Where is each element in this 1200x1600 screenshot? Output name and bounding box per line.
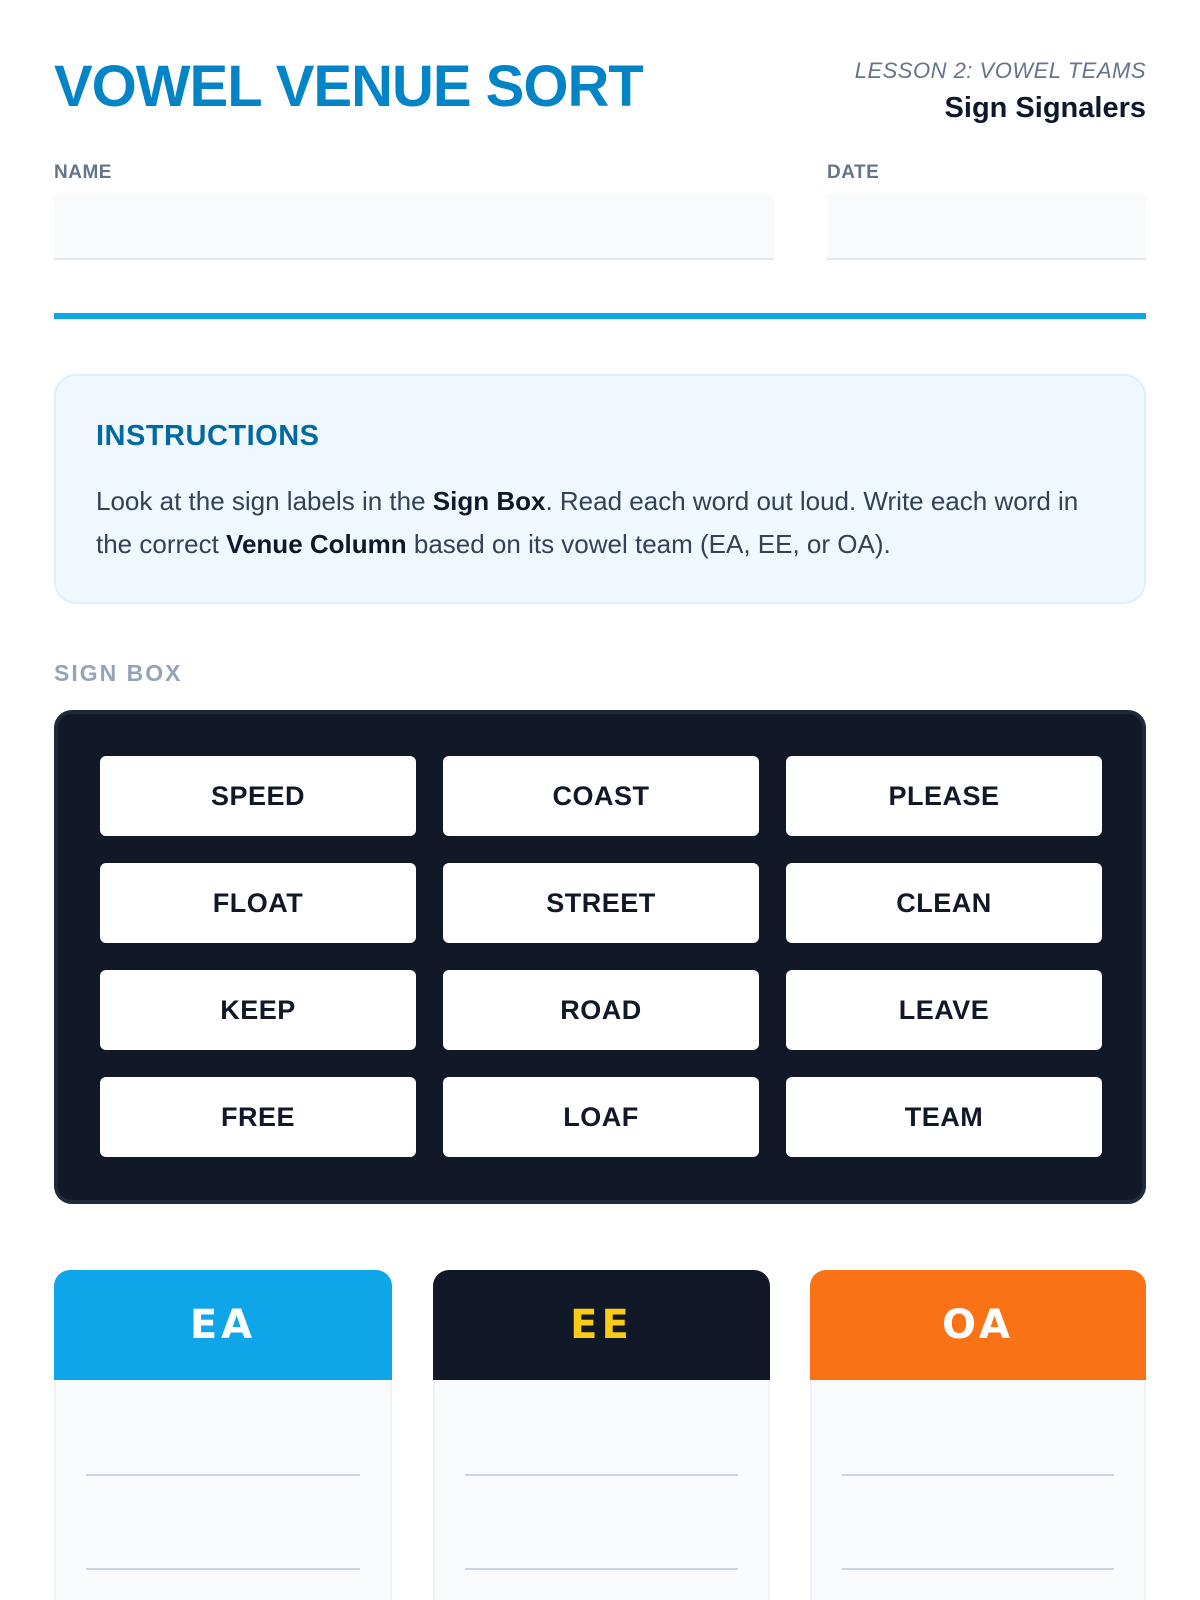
writing-line [86, 1568, 360, 1570]
sign-card: CLEAN [786, 863, 1102, 943]
name-label: NAME [54, 162, 112, 183]
writing-line [86, 1474, 360, 1476]
sign-card: STREET [443, 863, 759, 943]
venue-column-ee [433, 1270, 770, 1600]
lesson-label: LESSON 2: VOWEL TEAMS [854, 58, 1146, 83]
sign-card: FLOAT [100, 863, 416, 943]
instructions-bold-sign-box: Sign Box [432, 486, 546, 516]
sign-card: COAST [443, 756, 759, 836]
sign-box [54, 710, 1146, 1204]
writing-line [842, 1474, 1114, 1476]
venue-header: OA [810, 1270, 1146, 1380]
venue-column-oa [810, 1270, 1146, 1600]
instructions-text-part: . Read each word out loud. Write each word in the correct [96, 486, 1079, 559]
page-subtitle: Sign Signalers [944, 92, 1146, 124]
sign-card: LOAF [443, 1077, 759, 1157]
venue-writing-area[interactable] [810, 1380, 1146, 1600]
sign-card: LEAVE [786, 970, 1102, 1050]
instructions-text-part: based on its vowel team (EA, EE, or OA). [406, 529, 891, 559]
venue-column-ea [54, 1270, 392, 1600]
writing-line [465, 1474, 738, 1476]
writing-line [842, 1568, 1114, 1570]
sign-card: KEEP [100, 970, 416, 1050]
sign-card: PLEASE [786, 756, 1102, 836]
instructions-heading: INSTRUCTIONS [96, 420, 320, 452]
instructions-bold-venue-column: Venue Column [226, 529, 407, 559]
venue-writing-area[interactable] [54, 1380, 392, 1600]
header-divider [54, 313, 1146, 319]
sign-card: ROAD [443, 970, 759, 1050]
venue-writing-area[interactable] [433, 1380, 770, 1600]
date-label: DATE [827, 162, 880, 183]
sign-card: SPEED [100, 756, 416, 836]
sign-card: FREE [100, 1077, 416, 1157]
sign-card: TEAM [786, 1077, 1102, 1157]
venue-header: EE [433, 1270, 770, 1380]
date-field[interactable] [827, 194, 1146, 260]
venue-header: EA [54, 1270, 392, 1380]
name-field[interactable] [54, 194, 774, 260]
page-title: VOWEL VENUE SORT [54, 54, 643, 119]
instructions-panel [54, 374, 1146, 604]
worksheet-page [54, 0, 1146, 1600]
sign-box-label: SIGN BOX [54, 660, 183, 686]
instructions-text-part: Look at the sign labels in the [96, 486, 433, 516]
instructions-text [96, 480, 1096, 566]
writing-line [465, 1568, 738, 1570]
